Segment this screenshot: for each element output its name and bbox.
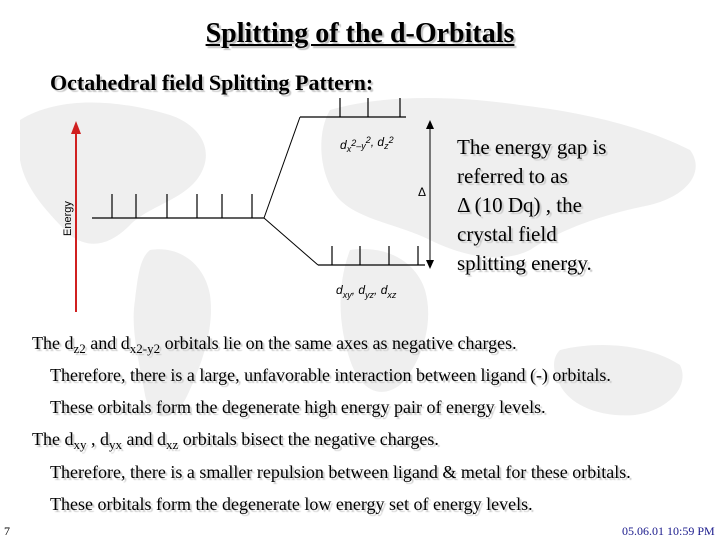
upper-orbital-label: $d_x^2_{-y}^2$, $d_z^2$ <box>340 135 394 154</box>
energy-gap-note <box>457 133 606 278</box>
slide-datetime: 05.06.01 10:59 PM <box>622 524 715 538</box>
degenerate-orbital-set <box>92 194 264 218</box>
gap-note-line: splitting energy. <box>457 251 592 275</box>
body-line-6: These orbitals form the degenerate low energy set of energy levels. <box>50 494 533 514</box>
body-line-3: These orbitals form the degenerate high energy pair of energy levels. <box>50 397 546 417</box>
body-line-2: Therefore, there is a large, unfavorable interaction between ligand (-) orbitals. <box>50 365 611 385</box>
subtitle: Octahedral field Splitting Pattern: <box>50 70 374 95</box>
upper-orbital-set <box>300 98 406 117</box>
gap-note-line: Δ (10 Dq) , the <box>457 193 582 217</box>
energy-axis-label: Energy <box>62 201 74 236</box>
slide-number: 7 <box>4 524 10 538</box>
body-line-1: The $d_{z2}$ and $d_{x2-y2}$ orbitals lie on the same axes as negative charges. <box>32 333 517 356</box>
connector-lines <box>264 117 318 265</box>
body-line-4: The $d_{xy}$ , $d_{yx}$ and $d_{xz}$ orbitals bisect the negative charges. <box>32 429 439 452</box>
gap-note-line: crystal field <box>457 222 557 246</box>
lower-orbital-label: $d_{xy}$, $d_{yz}$, $d_{xz}$ <box>336 283 397 300</box>
delta-gap-arrow <box>426 120 434 269</box>
lower-orbital-set <box>318 246 425 265</box>
body-line-5: Therefore, there is a smaller repulsion between ligand & metal for these orbitals. <box>50 462 631 482</box>
gap-note-line: referred to as <box>457 164 568 188</box>
gap-note-line: The energy gap is <box>457 135 607 159</box>
page-title: Splitting of the d-Orbitals <box>205 18 515 49</box>
delta-symbol: Δ <box>418 185 427 199</box>
